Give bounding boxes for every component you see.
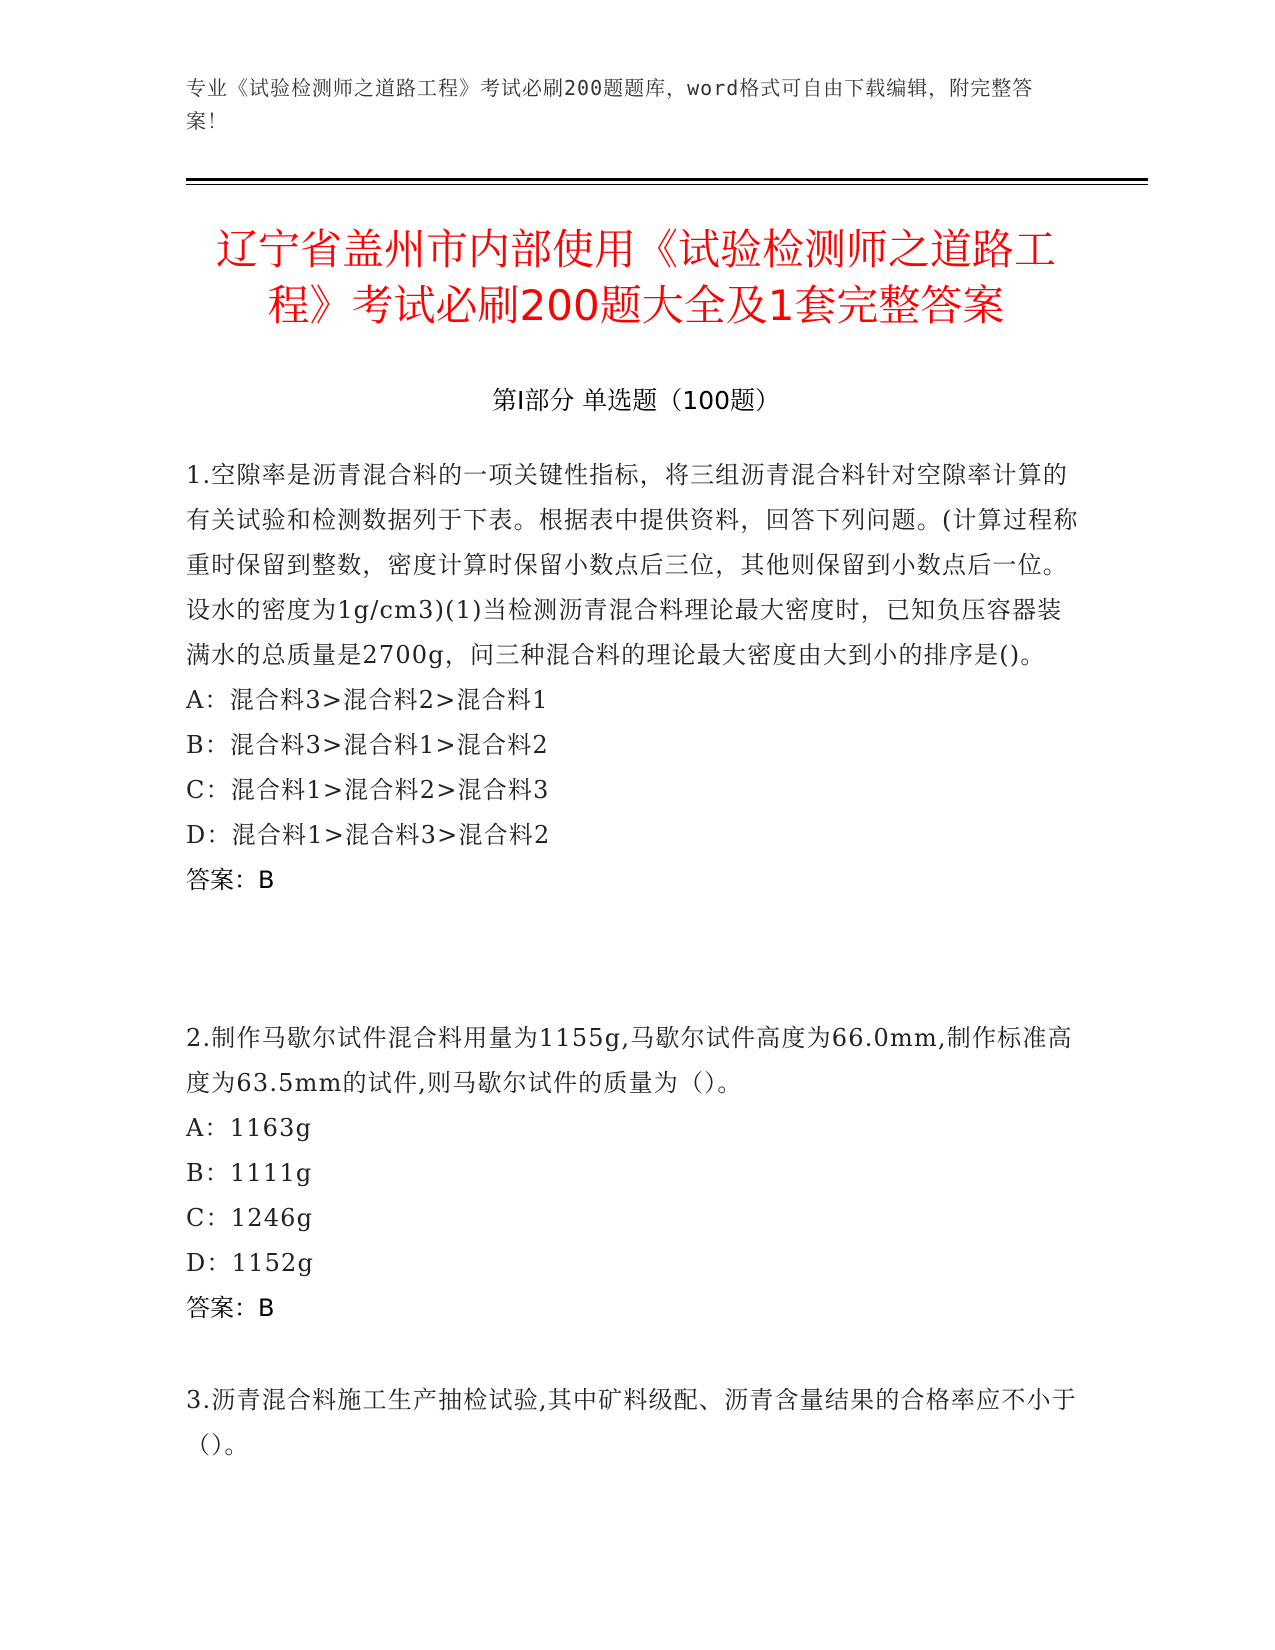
header-divider-thin (186, 184, 1148, 185)
option-b: B：混合料3>混合料1>混合料2 (186, 731, 549, 759)
question-stem: 3.沥青混合料施工生产抽检试验,其中矿料级配、沥青含量结果的合格率应不小于（）。 (186, 1386, 1077, 1459)
option-a: A：1163g (186, 1114, 313, 1142)
question-stem: 2.制作马歇尔试件混合料用量为1155g,马歇尔试件高度为66.0mm,制作标准高度为63.5mm的试件,则马歇尔试件的质量为（）。 (186, 1024, 1073, 1097)
question-3 (186, 1378, 1086, 1468)
answer-text: 答案：B (186, 866, 275, 894)
option-a: A：混合料3>混合料2>混合料1 (186, 686, 549, 714)
header-divider-thick (186, 178, 1148, 181)
answer-text: 答案：B (186, 1294, 275, 1322)
question-2 (186, 1016, 1086, 1331)
question-1 (186, 453, 1086, 903)
option-c: C：混合料1>混合料2>混合料3 (186, 776, 550, 804)
header-note: 专业《试验检测师之道路工程》考试必刷200题题库，word格式可自由下载编辑，附完整答案！ (186, 76, 1034, 133)
option-b: B：1111g (186, 1159, 313, 1187)
document-title: 辽宁省盖州市内部使用《试验检测师之道路工程》考试必刷200题大全及1套完整答案 (215, 225, 1056, 330)
section-heading: 第I部分 单选题（100题） (491, 386, 781, 415)
option-d: D：1152g (186, 1249, 315, 1277)
option-d: D：混合料1>混合料3>混合料2 (186, 821, 551, 849)
question-stem: 1.空隙率是沥青混合料的一项关键性指标，将三组沥青混合料针对空隙率计算的有关试验和检测数据列于下表。根据表中提供资料，回答下列问题。(计算过程称重时保留到整数，密度计算时保留小数点后三位，其他则保留到小数点后一位。设水的密度为1g/cm3)(1)当检测沥青混合料理论最大密度时，已知负压容器装满水的总质量是2700g，问三种混合料的理论最大密度由大到小的排序是()。 (186, 461, 1079, 669)
option-c: C：1246g (186, 1204, 314, 1232)
